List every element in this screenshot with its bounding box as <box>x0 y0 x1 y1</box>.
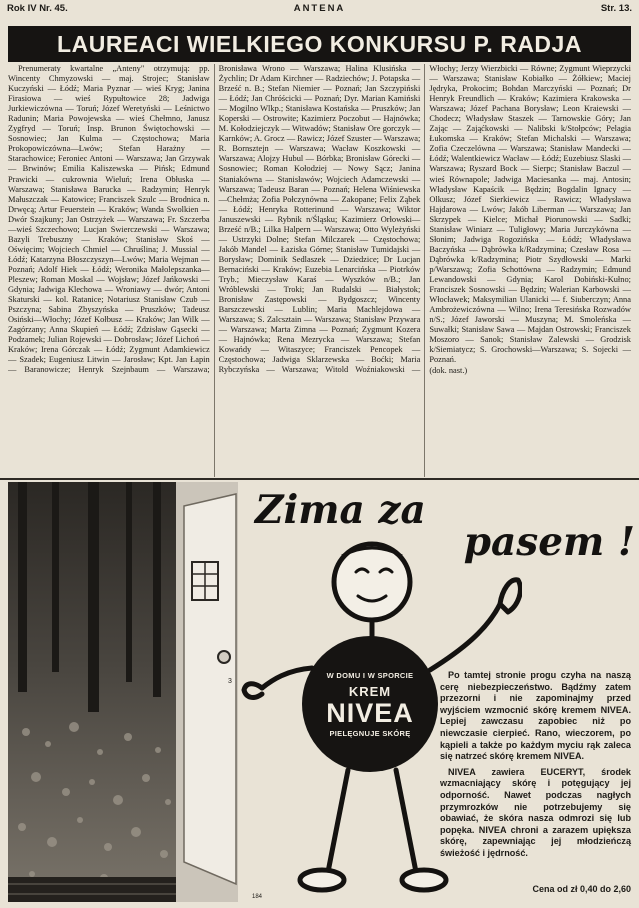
ad-paragraph-2: NIVEA zawiera EUCERYT, środek wzmacniający skórę i potęgujący jej odporność. Nawet podczas nagłych przymrozków nie potrzebujemy się obawiać, że skóra nasza odmrozi się lub popęka. NIVEA chroni a zarazem upiększa skórę, zapewniając jej młodzieńczą świeżość i jędrność. <box>440 766 631 858</box>
tin-slogan-bottom: PIELĘGNUJE SKÓRĘ <box>329 728 411 738</box>
magazine-name: ANTENA <box>293 3 346 14</box>
laureates-article <box>8 64 631 477</box>
tin-brand-name: NIVEA <box>326 697 414 728</box>
door-number: 3 <box>228 678 232 685</box>
footer-page-number: 184 <box>252 894 263 900</box>
issue-label: Rok IV Nr. 45. <box>7 3 68 14</box>
article-title: LAUREACI WIELKIEGO KONKURSU P. RADJA <box>8 26 631 62</box>
ad-headline-line-1: Zima za <box>255 487 426 533</box>
price-line: Cena od zł 0,40 do 2,60 <box>532 884 631 894</box>
running-header <box>0 0 639 20</box>
laureates-list: Prenumeraty kwartalne „Anteny" otrzymują: pp. Wincenty Chmyzowski — maj. Strojec; Stanisław Kuczyński — Łódź; Maria Pyznar — wieś Kryg; Janina Firasiowa — wieś Rypułtowice 28; Jadwiga Jurkiewiczówna — Toruń; Józef Weretyński — Leśnictwo Radunin; Maria Powojewska — wieś Chełmno, Janusz Zygfryd — Toruń; Insp. Brunon Świętochowski — Sosnowiec; Jan Kulma — Częstochowa; Maria Prokopowiczówna—Lwów; Stefan Harażny — Starachowice; Feroniec Antoni — Warszawa; Jan Grzywak — Brwinów; Emilia Kaliszewska — Pińsk; Edmund Prawicki — cukrownia Wieluń; Irena Obłuska — Warszawa; Stanisława Barucka — Radzymin; Henryk Małuszczak — Katowice; Franciszek Szulc — Brodnica n. Drwęcą; Artur Feuerstein — Kraków; Wanda Swolkien — Dwór Szajkuny; Jan Ostrzyżek — Warszawa; Fr. Szczerba—wieś Szczechowo; Lucjan Swierczewski — Warszawa; Bazyli Trebuszny — Kraków; Stanisław Skoś — Oświęcim; Wojciech Chmiel — Chruślina; J. Mussial — Łódź; Katarzyna Błoszczyszyn—Lwów; Maria Wejman — Poznań; Adolf Hiek — Łódź; Weronika Małolepszanka—Pleszew; Roman Moskal — Wojsław; Józef Jańkowski — Gdynia; Jadwiga Klechowa — Wroniawy — dwór; Antoni Skaturski — kol. Ratanice; Notariusz Stanisław Czub — Pszczyna; Sabina Zbyszyńska — Pruszków; Tadeusz Osiński—Włochy; Józef Kołbusz — Kraków; Jan Wilk — Zagórzany; Anna Skupień — Łódź; Zdzisław Gąsecki — Podzamek; Julian Rojewski — Dobrosław; Józef Lichoń — Kraków; Irena Górczak — Łódź; Zygmunt Adamkiewicz — Szadek; Eugeniusz Litwin — Jarosław; Kpt. Jan Łapin — Baranowicze; Henryk Szejnbaum — Warszawa; Bronisława Wrono — Warszawa; Halina Klusińska — Żychlin; Dr Adam Kirchner — Radziechów; J. Potapska — Brześć n. B.; Stefan Niemier — Poznań; Jan Szczypiński — Łódź; Jan Chróścicki — Poznań; Dyr. Marian Kamiński — Mogilno Wlkp.; Stanisława Kostańska — Pruszków; Jan Koperski — Ostrowite; Kazimierz Poczobut — Hajnówka; M. Kołodziejczyk — Witwadów; Stanisław Ore gorczyk — Karnków; A. Grocz — Rawicz; Józef Szuster — Warszawa; R. Bornsztejn — Warszawa; Wacław Koszkowski — Warszawa; Alojzy Hubul — Bórbka; Bronisław Górecki — Sosnowiec; Roman Kołodziej — Nowy Sącz; Janina Staniakówna — Stanisławów; Wojciech Adamczewski — Warszawa; Tadeusz Baran — Poznań; Helena Wiśniewska—Chełmża; Zofia Połczynówna — Zakopane; Felix Ząbek — Łódź; Henryka Rotterinund — Warszawa; Wiktor Januszewski — Rybnik n/Śląsku; Kazimierz Orłowski—Brześć n/B.; Lilka Halpern — Warszawa; Otto Wyleżyński — Ustrzyki Dolne; Stefan Milczarek — Częstochowa; Jakób Mandel — Łaziska Górne; Stanisław Tumidajski — Borysław; Dominik Sedlaszek — Dziedzice; Dr Lucjan Bernaciński — Kraków; Euzebia Lenarcińska — Piotrków Tryb.; Mieczysław Karaś — Wyszków n/B.; Jan Wróblewski — Troki; Jan Rudalski — Białystok; Bronisław Zastępowski — Bydgoszcz; Wincenty Barszczewski — Lublin; Maria Machlejdowa — Warszawa; S. Zalcsztain — Warszawa; Stanisław Przywara — Warszawa; Marta Zimna — Poznań; Zygmunt Kozera — Hajnówka; Rena Mezrycka — Warszawa; Stefan Kowańdy — Witaszyce; Franciszek Pencopek — Częstochowa; Jadwiga Sklarzewska — Boćki; Maria Rybczyńska — Warszawa; Witold Woźniakowski — Włochy; Jerzy Wierzbicki — Równe; Zygmunt Wieprzycki — Warszawa; Stanisław Kobiałko — Żółkiew; Maciej Jędryka, Prokocim; Bohdan Marczyński — Poznań; Dr Henryk Freundlich — Kraków; Kazimiera Krakowska — Warszawa; Józef Pachana Borysław; Leon Kraiewski — Chodecz; Władysław Staszek — Tarnowskie Góry; Jan Zając — Zająćkowski — Nalibski k/Stołpców; Pelagia Łukomska — Kraków; Stefan Michalski — Warszawa; Zofia Czeczelówna — Warszawa; Stanisław Mandecki — Łódź; Walentkiewicz Wacław — Łódź; Euzebiusz Slaski — Warszawa; Ryszard Bock — Sierpc; Stanisław Baczul — wieś Równapole; Jadwiga Maciesanka — maj. Antosin; Władysław Kapaścik — Będzin; Bogdalin Ignacy — Olkusz; Józef Sierkiewicz — Rawicz; Władysława Hajdarowa — Lwów; Jakób Liberman — Warszawa; Jan Skrzypek — Kielce; Michał Piorunowski — Sadki; Stanisław Winiarz — Tuligłowy; Maria Jurczykówna — Słonim; Jadwiga Rogozińska — Łódź; Władysława Baczyńska — Dąbrówka k/Radzymina; Czesław Rosa — Dąbrówka k/Radzymina; Piotr Szydłowski — Marki p/Warszawą; Zofia Schottówna — Radzymin; Edmund Lewandowski — Gdynia; Karol Dobiński-Kułno; Franciszek Sosnowski — Będzin; Walerian Karbowski — Włocławek; Maksymilian Ulanicki — f. Siuberczyn; Anna Ambrożewiczówna — Wilno; Irena Teresińska Rozwadów n/S.; Józef Jaworski — Muszyna; M. Smoleńska — Suwałki; Stanisław Sawa — Majdan Ostrowski; Franciszek Moszoro — Sanok; Stanisław Zalewski — Grodzisk k/Siemiatycz; S. Grochowski—Warszawa; S. Sojecki — Poznań. <box>8 64 631 375</box>
page-label: Str. 13. <box>600 3 632 14</box>
ad-paragraph-1: Po tamtej stronie progu czyha na naszą cerę niebezpieczeństwo. Bądźmy zatem przezorni i nie zapominajmy przed wyjściem wzmocnić skórę kremem NIVEA. Lepiej zawczasu zapobiec niż po niewczasie cierpieć. Rano, wieczorem, po kąpieli a także po każdym myciu rąk zaleca się natrzeć skórę kremem NIVEA. <box>440 670 631 762</box>
autumn-garden-illustration <box>8 482 238 902</box>
tin-slogan-top: W DOMU I W SPORCIE <box>326 670 414 680</box>
continued-note: (dok. nast.) <box>429 366 468 376</box>
tin-krem-label: KREM <box>348 683 392 699</box>
door-photo <box>8 482 238 902</box>
ad-copy <box>440 670 631 864</box>
ad-headline-line-2: pasem ! <box>463 519 635 565</box>
nivea-cream-tin <box>302 636 438 772</box>
section-divider <box>0 478 639 480</box>
